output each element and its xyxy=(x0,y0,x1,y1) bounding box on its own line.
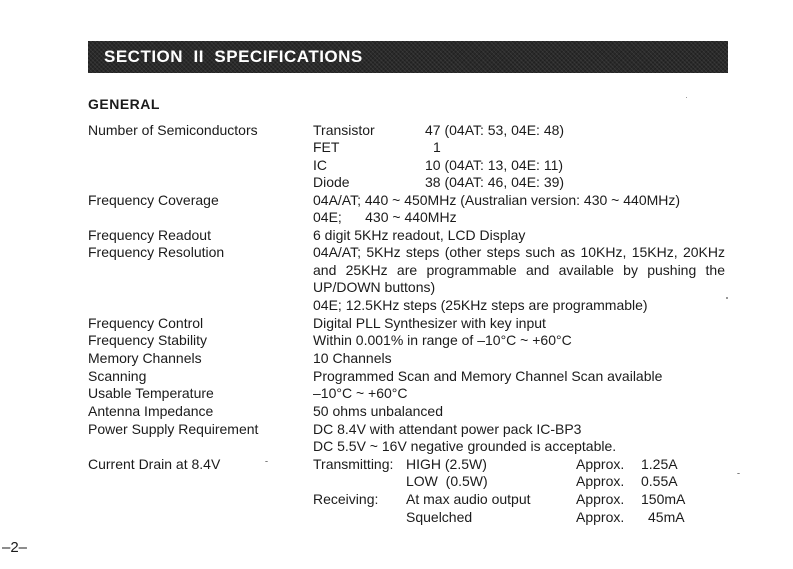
semiconductor-name: FET xyxy=(313,139,340,155)
value-power-primary: DC 8.4V with attendant power pack IC-BP3 xyxy=(313,421,582,437)
page-number: –2– xyxy=(2,539,28,556)
scan-speck xyxy=(265,461,268,462)
value-resolution-04e: 04E; 12.5KHz steps (25KHz steps are programmable) xyxy=(313,297,648,313)
drain-approx: Approx. xyxy=(576,456,625,472)
drain-approx: Approx. xyxy=(576,491,625,507)
drain-value: 1.25A xyxy=(641,456,678,472)
drain-value: 150mA xyxy=(641,491,686,507)
label-scanning: Scanning xyxy=(88,368,147,384)
value-memory: 10 Channels xyxy=(313,350,392,366)
value-control: Digital PLL Synthesizer with key input xyxy=(313,315,546,331)
label-semiconductors: Number of Semiconductors xyxy=(88,122,258,138)
value-coverage-04a: 04A/AT; 440 ~ 450MHz (Australian version: 430 ~ 440MHz) xyxy=(313,192,681,208)
value-stability: Within 0.001% in range of –10°C ~ +60°C xyxy=(313,332,572,348)
semiconductor-name: IC xyxy=(313,157,327,173)
drain-value: 0.55A xyxy=(641,473,678,489)
drain-mode: LOW (0.5W) xyxy=(406,473,488,489)
label-frequency-resolution: Frequency Resolution xyxy=(88,244,225,260)
general-heading: GENERAL xyxy=(88,96,160,112)
drain-mode: Squelched xyxy=(406,509,473,525)
value-temperature: –10°C ~ +60°C xyxy=(313,385,408,401)
value-readout: 6 digit 5KHz readout, LCD Display xyxy=(313,227,526,243)
semiconductor-value: 47 (04AT: 53, 04E: 48) xyxy=(425,122,565,138)
label-frequency-readout: Frequency Readout xyxy=(88,227,211,243)
scan-speck xyxy=(686,97,687,98)
drain-mode: HIGH (2.5W) xyxy=(406,456,487,472)
section-title: SECTION II SPECIFICATIONS xyxy=(104,47,363,66)
drain-transmitting-label: Transmitting: xyxy=(313,456,394,472)
label-frequency-control: Frequency Control xyxy=(88,315,204,331)
value-resolution-04a: 04A/AT; 5KHz steps (other steps such as 10KHz, 15KHz, 20KHz and 25KHz are programmable and available by pushing the UP/DOWN buttons) xyxy=(313,244,725,295)
label-frequency-coverage: Frequency Coverage xyxy=(88,192,219,208)
drain-mode: At max audio output xyxy=(406,491,531,507)
semiconductor-value: 10 (04AT: 13, 04E: 11) xyxy=(425,157,564,173)
value-coverage-04e: 04E; 430 ~ 440MHz xyxy=(313,209,457,225)
label-memory-channels: Memory Channels xyxy=(88,350,202,366)
semiconductor-name: Diode xyxy=(313,174,350,190)
scan-speck xyxy=(726,297,728,299)
label-usable-temperature: Usable Temperature xyxy=(88,385,214,401)
section-banner xyxy=(88,41,728,73)
scan-speck xyxy=(737,473,740,474)
semiconductor-value: 1 xyxy=(433,139,441,155)
value-power-alternate: DC 5.5V ~ 16V negative grounded is acceptable. xyxy=(313,438,617,454)
label-current-drain: Current Drain at 8.4V xyxy=(88,456,221,472)
drain-approx: Approx. xyxy=(576,509,625,525)
drain-receiving-label: Receiving: xyxy=(313,491,379,507)
drain-value: 45mA xyxy=(648,509,685,525)
drain-approx: Approx. xyxy=(576,473,625,489)
semiconductor-value: 38 (04AT: 46, 04E: 39) xyxy=(425,174,565,190)
semiconductor-name: Transistor xyxy=(313,122,375,138)
label-frequency-stability: Frequency Stability xyxy=(88,332,208,348)
label-antenna-impedance: Antenna Impedance xyxy=(88,403,214,419)
value-scanning: Programmed Scan and Memory Channel Scan available xyxy=(313,368,663,384)
value-antenna: 50 ohms unbalanced xyxy=(313,403,443,419)
label-power-supply: Power Supply Requirement xyxy=(88,421,259,437)
